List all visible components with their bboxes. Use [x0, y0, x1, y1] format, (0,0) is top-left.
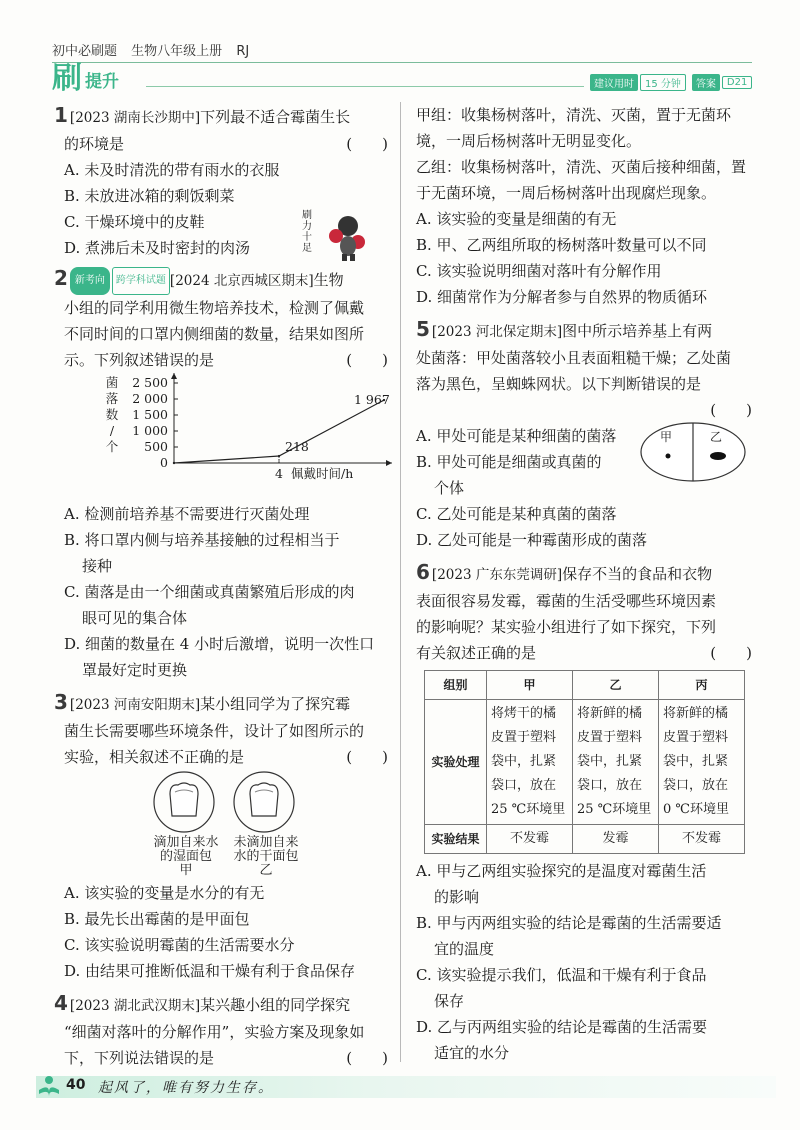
question-4 [54, 990, 394, 1071]
table-cell [573, 700, 659, 825]
table-header: 丙 [659, 671, 745, 700]
series-line [174, 400, 384, 463]
question-stem: 有关叙述正确的是 [416, 644, 537, 662]
table-row [425, 825, 745, 854]
caption-label: 乙 [259, 863, 273, 878]
footer-motto: 起风了，唯有努力生存。 [98, 1080, 274, 1096]
table-header: 组别 [425, 671, 487, 700]
data-point [278, 455, 280, 457]
fig-caption-yi [226, 836, 306, 878]
table-cell [487, 700, 573, 825]
time-value: 15 分钟 [640, 74, 686, 91]
brand-big-char: 刷 [52, 61, 82, 96]
question-number: 1 [54, 103, 68, 127]
question-source: [2024 北京西城区期末] [169, 273, 314, 289]
cell-line: 25 ℃环境里 [577, 802, 652, 817]
data-label: 218 [285, 439, 309, 455]
left-column [54, 102, 394, 1071]
section-brand [52, 61, 119, 96]
cell-line: 将烤干的橘 [491, 706, 557, 721]
option-d: D. 乙处可能是一种霉菌形成的菌落 [416, 531, 648, 549]
cell-line: 袋中，扎紧 [577, 754, 643, 769]
cell-line: 将新鲜的橘 [577, 706, 643, 721]
y-tick-label: 1 500 [132, 407, 168, 422]
question-stem: 的影响呢？某实验小组进行了如下探究，下列 [416, 618, 717, 636]
cell-line: 袋口，放在 [491, 778, 557, 793]
wet-bread-icon [154, 772, 214, 832]
group-yi-text: 乙组：收集杨树落叶，清洗、灭菌后接种细菌，置 [416, 158, 747, 176]
option-a: A. 甲处可能是某种细菌的菌落 [416, 427, 617, 445]
cell-line: 袋口，放在 [663, 778, 729, 793]
option-c: C. 该实验提示我们，低温和干燥有利于食品 [416, 966, 707, 984]
table-row [425, 700, 745, 825]
question-stem: “细菌对落叶的分解作用”，实验方案及现象如 [64, 1023, 365, 1041]
option-b-cont: 个体 [434, 479, 465, 497]
fig-caption-jia [146, 836, 226, 878]
question-stem: 保存不当的食品和衣物 [562, 565, 713, 583]
option-d: D. 由结果可推断低温和干燥有利于食品保存 [64, 962, 356, 980]
question-stem: 下，下列说法错误的是 [64, 1049, 215, 1067]
cell-line: 将新鲜的橘 [663, 706, 729, 721]
dry-bread-icon [234, 772, 294, 832]
option-d: D. 煮沸后未及时密封的肉汤 [64, 239, 251, 257]
question-4-continued [416, 102, 758, 310]
cell-line: 袋口，放在 [577, 778, 643, 793]
y-axis-label-char: 菌 [105, 375, 119, 390]
caption-line: 滴加自来水 [153, 835, 219, 850]
question-source: [2023 河南安阳期末] [69, 697, 201, 713]
cell-line: 25 ℃环境里 [491, 802, 566, 817]
cross-subject-badge: 跨学科试题 [112, 267, 170, 295]
question-1 [54, 102, 394, 261]
answer-parentheses: ( ) [346, 748, 388, 766]
question-stem: 落为黑色，呈蜘蛛网状。以下判断错误的是 [416, 375, 702, 393]
question-6 [416, 559, 758, 1066]
answer-value: D21 [722, 76, 752, 89]
answer-label: 答案 [692, 74, 720, 91]
x-axis-arrow [386, 460, 392, 466]
option-c: C. 菌落是由一个细菌或真菌繁殖后形成的肉 [64, 583, 355, 601]
group-yi-text: 于无菌环境，一周后杨树落叶出现腐烂现象。 [416, 184, 717, 202]
petri-dish-icon [638, 420, 748, 484]
book-icon [36, 1072, 62, 1098]
option-d: D. 细菌的数量在 4 小时后激增，说明一次性口 [64, 635, 375, 653]
answer-parentheses: ( ) [346, 351, 388, 369]
y-tick-label: 2 500 [132, 375, 168, 390]
cell-line: 袋中，扎紧 [491, 754, 557, 769]
data-label: 1 967 [354, 392, 390, 408]
caption-line: 未滴加自来 [233, 835, 299, 850]
option-b: B. 甲、乙两组所取的杨树落叶数量可以不同 [416, 236, 707, 254]
option-b: B. 甲处可能是细菌或真菌的 [416, 453, 602, 471]
question-2 [54, 265, 394, 683]
option-b: B. 未放进冰箱的剩饭剩菜 [64, 187, 235, 205]
y-axis-label-char: 数 [105, 407, 119, 422]
answer-parentheses: ( ) [346, 1049, 388, 1067]
time-label: 建议用时 [590, 74, 638, 91]
cell-line: 袋中，扎紧 [663, 754, 729, 769]
table-cell: 不发霉 [487, 825, 573, 854]
cell-line: 皮置于塑料 [577, 730, 643, 745]
group-jia-text: 境，一周后杨树落叶无明显变化。 [416, 132, 642, 150]
question-stem: 生物 [313, 271, 344, 289]
x-axis-label: 佩戴时间/h [291, 466, 354, 481]
question-number: 2 [54, 266, 68, 290]
question-stem: 下列最不适合霉菌生长 [200, 108, 351, 126]
experiment-table [424, 670, 745, 854]
question-stem: 菌生长需要哪些环境条件，设计了如图所示的 [64, 722, 365, 740]
question-stem: 示。下列叙述错误的是 [64, 351, 215, 369]
option-d-cont: 罩最好定时更换 [82, 661, 188, 679]
column-divider [400, 102, 401, 1062]
y-axis-label-char: 落 [105, 391, 119, 406]
row-label: 实验处理 [425, 700, 487, 825]
row-label: 实验结果 [425, 825, 487, 854]
question-number: 6 [416, 560, 430, 584]
option-b: B. 最先长出霉菌的是甲面包 [64, 910, 250, 928]
question-stem: 某小组同学为了探究霉 [200, 695, 351, 713]
y-tick-label: 500 [144, 439, 168, 454]
option-c: C. 该实验说明细菌对落叶有分解作用 [416, 262, 662, 280]
brand-section-title: 提升 [85, 72, 119, 92]
option-c: C. 该实验说明霉菌的生活需要水分 [64, 936, 295, 954]
table-header-row [425, 671, 745, 700]
table-cell: 不发霉 [659, 825, 745, 854]
option-d-cont: 适宜的水分 [434, 1044, 510, 1062]
page-number: 40 [66, 1077, 86, 1093]
table-cell [659, 700, 745, 825]
time-info [590, 74, 758, 91]
y-tick-label: 2 000 [132, 391, 168, 406]
caption-line: 水的干面包 [233, 849, 299, 864]
petri-dish-figure [638, 420, 748, 484]
option-a-cont: 的影响 [434, 888, 480, 906]
question-number: 5 [416, 317, 430, 341]
option-d: D. 细菌常作为分解者参与自然界的物质循环 [416, 288, 708, 306]
question-stem: 表面很容易发霉，霉菌的生活受哪些环境因素 [416, 592, 717, 610]
question-source: [2023 广东东莞调研] [431, 567, 563, 583]
dish-label-yi: 乙 [710, 430, 723, 444]
chart-svg [54, 373, 394, 501]
question-stem: 小组的同学利用微生物培养技术，检测了佩戴 [64, 299, 365, 317]
question-source: [2023 河北保定期末] [431, 324, 563, 340]
question-stem: 不同时间的口罩内侧细菌的数量，结果如图所 [64, 325, 365, 343]
answer-parentheses: ( ) [710, 644, 752, 662]
option-c-cont: 保存 [434, 992, 465, 1010]
answer-parentheses: ( ) [346, 135, 388, 153]
header-rule [52, 62, 752, 63]
caption-label: 甲 [179, 863, 193, 878]
cell-line: 0 ℃环境里 [663, 802, 729, 817]
page-footer [36, 1072, 776, 1102]
bacteria-line-chart [54, 373, 394, 501]
mascot-illustration [298, 206, 378, 262]
y-tick-label: 0 [160, 455, 168, 470]
option-c-cont: 眼可见的集合体 [82, 609, 188, 627]
x-tick-label: 4 [275, 466, 283, 481]
table-header: 乙 [573, 671, 659, 700]
dish-label-jia: 甲 [660, 430, 673, 444]
edition-label: RJ [236, 44, 250, 59]
group-jia-text: 甲组：收集杨树落叶，清洗、灭菌，置于无菌环 [416, 106, 732, 124]
question-stem: 实验，相关叙述不正确的是 [64, 748, 245, 766]
cell-line: 皮置于塑料 [663, 730, 729, 745]
question-stem: 的环境是 [64, 135, 125, 153]
caption-line: 的湿面包 [159, 849, 212, 864]
question-source: [2023 湖南长沙期中] [69, 110, 201, 126]
cell-line: 皮置于塑料 [491, 730, 557, 745]
question-source: [2023 湖北武汉期末] [69, 998, 201, 1014]
option-b: B. 甲与丙两组实验的结论是霉菌的生活需要适 [416, 914, 722, 932]
data-point [173, 462, 175, 464]
question-stem: 图中所示培养基上有两 [562, 322, 713, 340]
option-c: C. 乙处可能是某种真菌的菌落 [416, 505, 617, 523]
option-a: A. 检测前培养基不需要进行灭菌处理 [64, 505, 310, 523]
y-axis-arrow [171, 373, 177, 379]
question-number: 4 [54, 991, 68, 1015]
option-c: C. 干燥环境中的皮鞋 [64, 213, 205, 231]
new-exam-badge: 新考向 [70, 267, 110, 295]
subject-title: 生物八年级上册 [131, 44, 223, 59]
option-b-cont: 宜的温度 [434, 940, 495, 958]
bread-experiment-figure [54, 770, 394, 880]
y-axis-label-char: / [109, 423, 115, 438]
series-title: 初中必刷题 [52, 44, 118, 59]
option-b-cont: 接种 [82, 557, 113, 575]
question-stem: 某兴趣小组的同学探究 [200, 996, 351, 1014]
option-b: B. 将口罩内侧与培养基接触的过程相当于 [64, 531, 340, 549]
answer-parentheses: ( ) [710, 401, 752, 419]
mascot-caption: 刷力十足 [302, 210, 312, 254]
question-stem: 处菌落：甲处菌落较小且表面粗糙干燥；乙处菌 [416, 349, 732, 367]
question-number: 3 [54, 690, 68, 714]
bread-illustration [54, 770, 394, 836]
table-header: 甲 [487, 671, 573, 700]
brand-rule [146, 86, 584, 87]
option-a: A. 该实验的变量是水分的有无 [64, 884, 265, 902]
book-header [52, 40, 259, 59]
option-a: A. 甲与乙两组实验探究的是温度对霉菌生活 [416, 862, 707, 880]
y-axis-label-char: 个 [105, 439, 119, 454]
table-cell: 发霉 [573, 825, 659, 854]
option-a: A. 未及时清洗的带有雨水的衣服 [64, 161, 280, 179]
option-d: D. 乙与丙两组实验的结论是霉菌的生活需要 [416, 1018, 708, 1036]
question-3 [54, 689, 394, 984]
question-5 [416, 316, 758, 553]
option-a: A. 该实验的变量是细菌的有无 [416, 210, 617, 228]
y-tick-label: 1 000 [132, 423, 168, 438]
right-column [416, 102, 758, 1066]
